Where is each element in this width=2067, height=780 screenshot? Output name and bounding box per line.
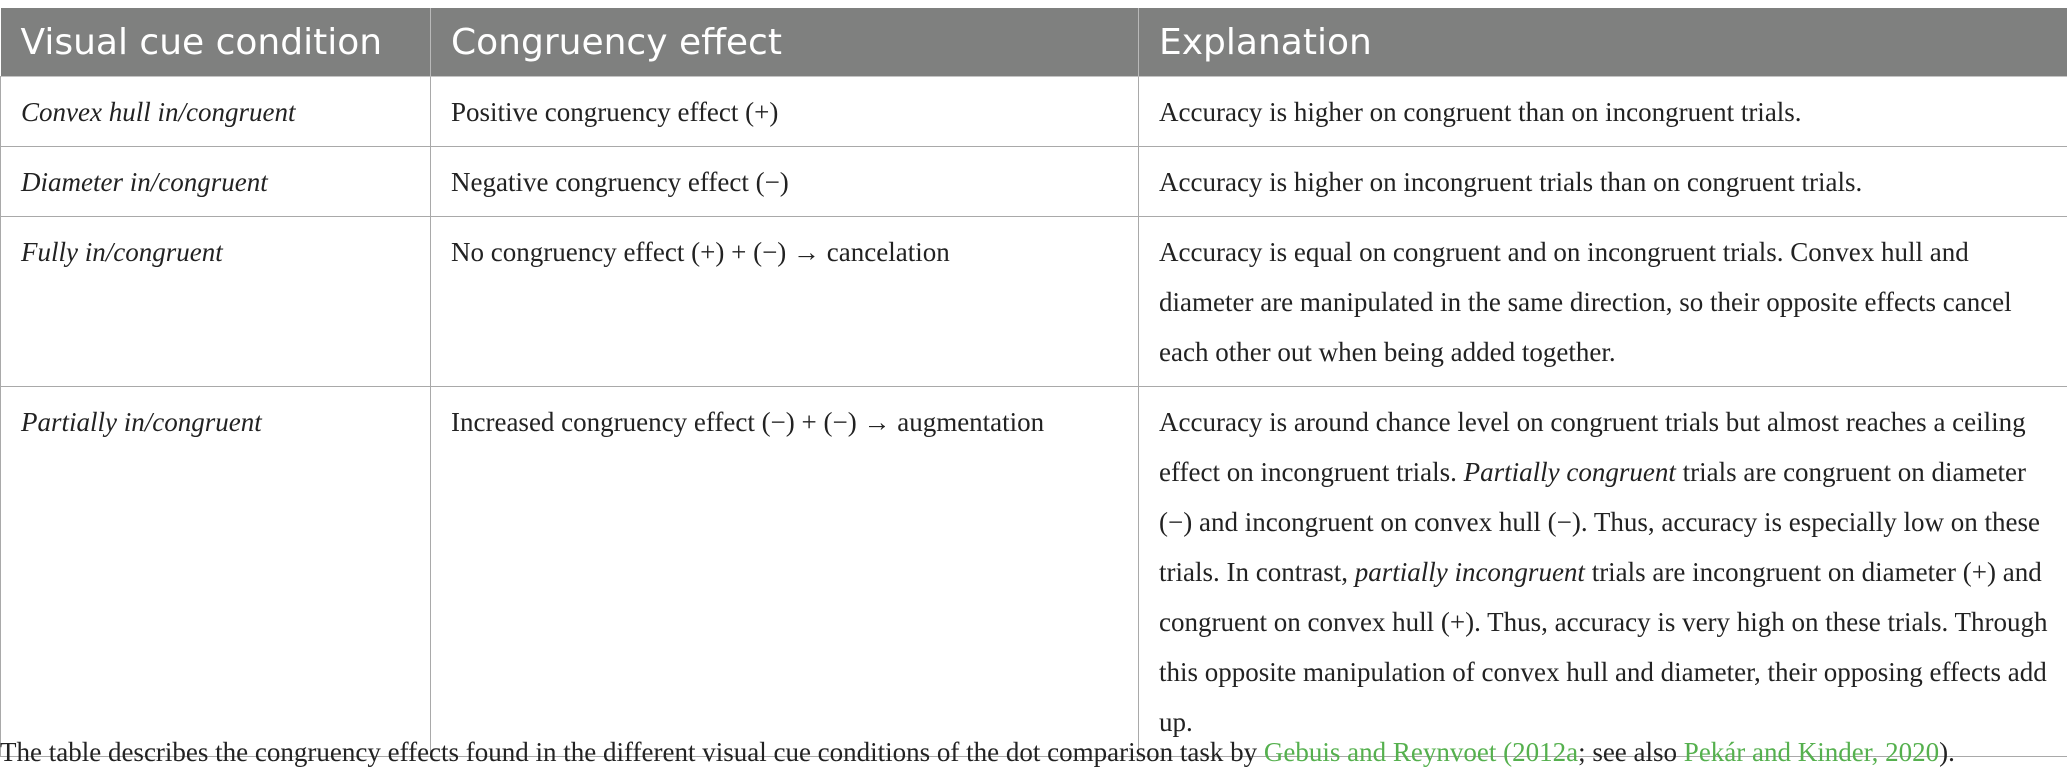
condition-cell: Fully in/congruent <box>1 217 431 387</box>
table-row <box>1 147 2067 217</box>
effect-cell: Negative congruency effect (−) <box>431 147 1139 217</box>
explanation-cell: Accuracy is equal on congruent and on incongruent trials. Convex hull and diameter are manipulated in the same direction, so their opposite effects cancel each other out when being added together. <box>1139 217 2067 387</box>
partially-congruent-term: Partially congruent <box>1463 457 1676 487</box>
caption-text: ; see also <box>1578 737 1684 767</box>
condition-cell: Partially in/congruent <box>1 387 431 757</box>
explanation-text: trials are congruent on diameter (−) and incongruent on convex hull (−). Thus, accuracy is especially low on these trials. In contrast, <box>1159 457 2040 587</box>
caption-text: The table describes the congruency effects found in the different visual cue conditions of the dot comparison task by <box>0 737 1264 767</box>
header-visual-cue-condition: Visual cue condition <box>1 8 431 77</box>
effect-cell: Increased congruency effect (−) + (−) → augmentation <box>431 387 1139 757</box>
table-row <box>1 387 2067 757</box>
caption-text: ). <box>1939 737 1955 767</box>
table-body <box>1 77 2067 757</box>
congruency-effects-table <box>0 8 2067 757</box>
explanation-cell: Accuracy is higher on incongruent trials than on congruent trials. <box>1139 147 2067 217</box>
effect-cell: No congruency effect (+) + (−) → cancelation <box>431 217 1139 387</box>
header-explanation: Explanation <box>1139 8 2067 77</box>
table-caption <box>0 732 2067 772</box>
effect-cell: Positive congruency effect (+) <box>431 77 1139 147</box>
explanation-text: trials are incongruent on diameter (+) and congruent on convex hull (+). Thus, accuracy is very high on these trials. Through this opposite manipulation of convex hull and diameter, their opposing effects add up. <box>1159 557 2048 737</box>
reference-link-pekar-kinder[interactable]: Pekár and Kinder, 2020 <box>1683 737 1940 767</box>
partially-incongruent-term: partially incongruent <box>1354 557 1585 587</box>
table-row <box>1 217 2067 387</box>
header-congruency-effect: Congruency effect <box>431 8 1139 77</box>
explanation-cell <box>1139 387 2067 757</box>
congruency-table-container <box>0 8 2067 757</box>
header-row <box>1 8 2067 77</box>
explanation-text: Accuracy is around chance level on congruent trials but almost reaches a ceiling effect on incongruent trials. <box>1159 407 2026 487</box>
reference-link-gebuis-reynvoet[interactable]: Gebuis and Reynvoet (2012a <box>1263 737 1579 767</box>
table-row <box>1 77 2067 147</box>
condition-cell: Convex hull in/congruent <box>1 77 431 147</box>
condition-cell: Diameter in/congruent <box>1 147 431 217</box>
explanation-cell: Accuracy is higher on congruent than on incongruent trials. <box>1139 77 2067 147</box>
table-header <box>1 8 2067 77</box>
